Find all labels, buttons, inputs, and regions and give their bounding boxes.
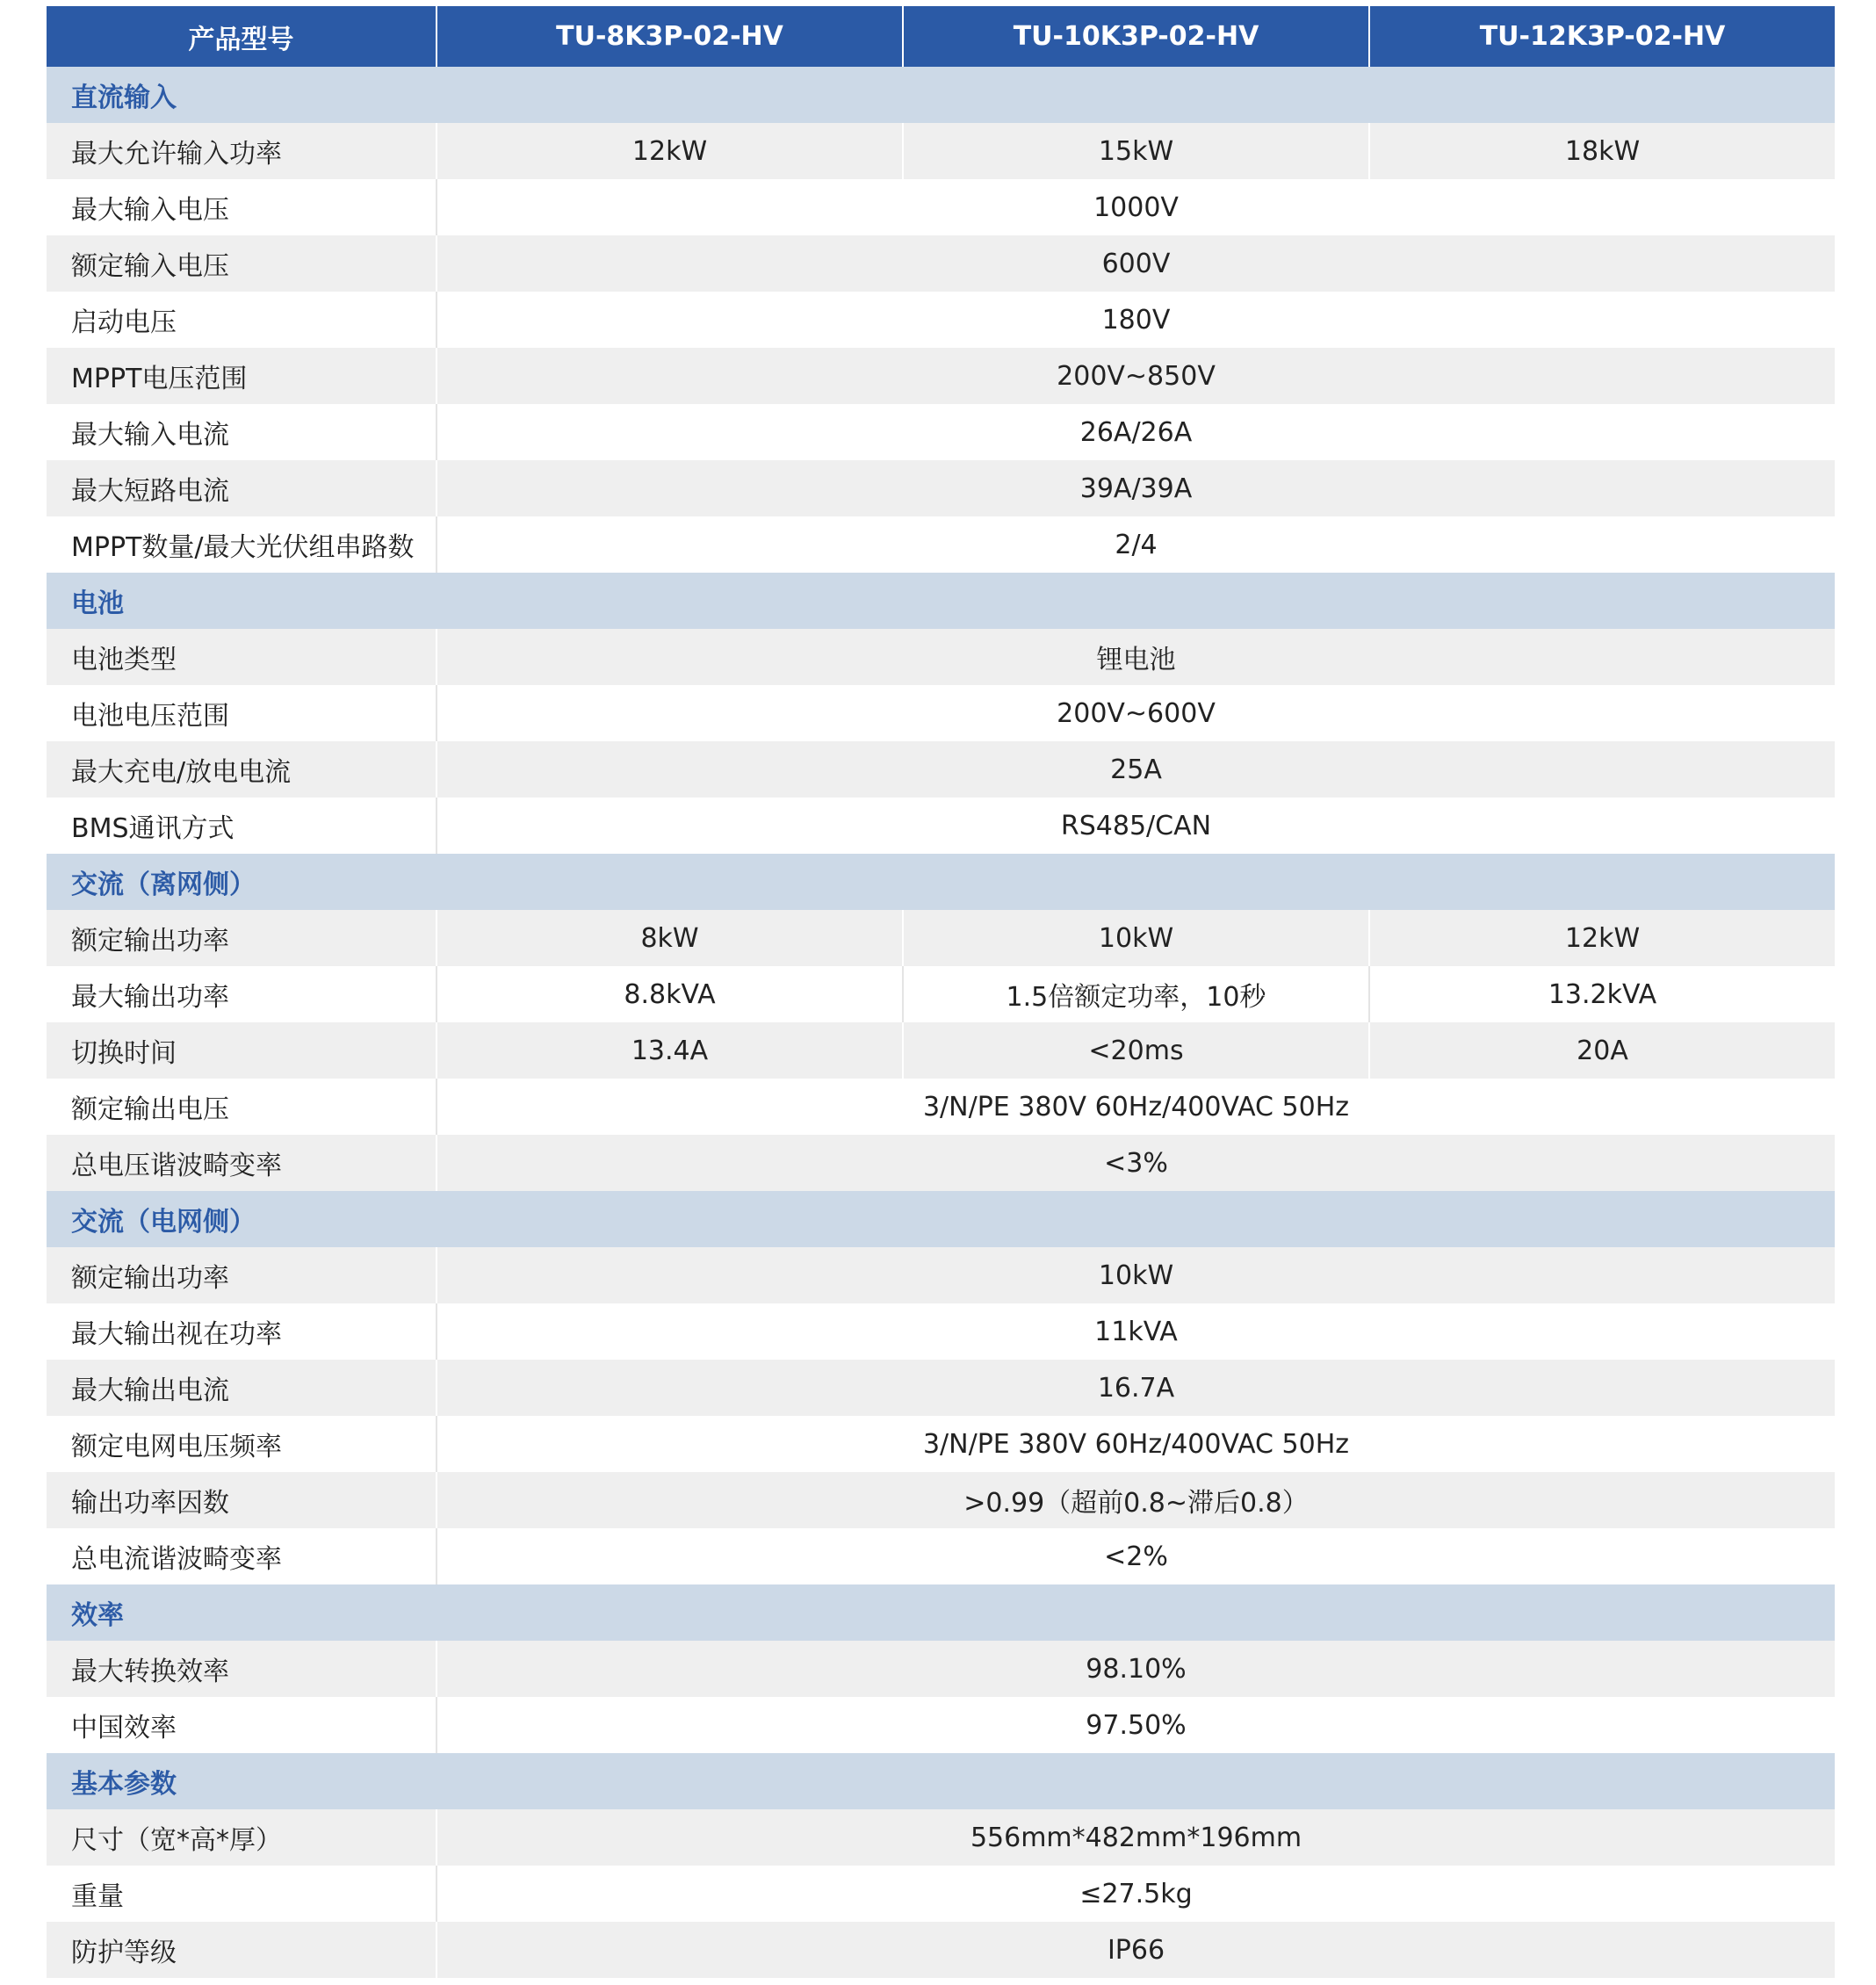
table-row (47, 1641, 1835, 1697)
row-value-model-2: 1.5倍额定功率，10秒 (902, 966, 1368, 1022)
row-label: 额定输出功率 (47, 1247, 436, 1303)
section-title: 交流（电网侧） (47, 1191, 1835, 1247)
section-header (47, 1191, 1835, 1247)
row-label: 最大充电/放电电流 (47, 741, 436, 798)
row-label: 最大允许输入功率 (47, 123, 436, 179)
row-label: 额定输出电压 (47, 1079, 436, 1135)
section-title: 基本参数 (47, 1753, 1835, 1809)
row-value-model-2: 10kW (902, 910, 1368, 966)
section-header (47, 573, 1835, 629)
section-header (47, 854, 1835, 910)
table-row (47, 460, 1835, 516)
row-value-shared: 11kVA (436, 1303, 1835, 1360)
row-label: 电池类型 (47, 629, 436, 685)
spec-table (47, 6, 1835, 1978)
row-value-shared: 26A/26A (436, 404, 1835, 460)
row-label: 重量 (47, 1866, 436, 1922)
header-model-3: TU-12K3P-02-HV (1368, 6, 1835, 67)
row-value-model-3: 18kW (1368, 123, 1835, 179)
row-label: 最大输出电流 (47, 1360, 436, 1416)
table-row (47, 1303, 1835, 1360)
table-row (47, 685, 1835, 741)
section-header (47, 1584, 1835, 1641)
row-value-shared: 556mm*482mm*196mm (436, 1809, 1835, 1866)
row-value-model-1: 8.8kVA (436, 966, 902, 1022)
row-value-shared: 10kW (436, 1247, 1835, 1303)
row-label: 最大输入电压 (47, 179, 436, 235)
table-header (47, 6, 1835, 67)
header-label: 产品型号 (47, 6, 436, 67)
row-value-shared: 3/N/PE 380V 60Hz/400VAC 50Hz (436, 1416, 1835, 1472)
table-row (47, 798, 1835, 854)
section-title: 电池 (47, 573, 1835, 629)
table-row (47, 292, 1835, 348)
section-header (47, 67, 1835, 123)
table-row (47, 235, 1835, 292)
table-row (47, 966, 1835, 1022)
table-row (47, 1922, 1835, 1978)
row-value-shared: 1000V (436, 179, 1835, 235)
table-body (47, 67, 1835, 1978)
header-model-2: TU-10K3P-02-HV (902, 6, 1368, 67)
table-row (47, 1416, 1835, 1472)
row-label: 最大输入电流 (47, 404, 436, 460)
row-label: BMS通讯方式 (47, 798, 436, 854)
row-label: 总电流谐波畸变率 (47, 1528, 436, 1584)
row-label: 额定输入电压 (47, 235, 436, 292)
row-value-shared: IP66 (436, 1922, 1835, 1978)
row-value-shared: 98.10% (436, 1641, 1835, 1697)
table-row (47, 1079, 1835, 1135)
table-row (47, 123, 1835, 179)
row-value-shared: 97.50% (436, 1697, 1835, 1753)
row-value-model-2: <20ms (902, 1022, 1368, 1079)
table-row (47, 629, 1835, 685)
row-value-shared: >0.99（超前0.8~滞后0.8） (436, 1472, 1835, 1528)
row-label: 中国效率 (47, 1697, 436, 1753)
row-label: 最大输出视在功率 (47, 1303, 436, 1360)
table-row (47, 1247, 1835, 1303)
row-label: 额定电网电压频率 (47, 1416, 436, 1472)
row-value-shared: ≤27.5kg (436, 1866, 1835, 1922)
row-value-model-1: 12kW (436, 123, 902, 179)
row-value-shared: 25A (436, 741, 1835, 798)
row-value-model-3: 20A (1368, 1022, 1835, 1079)
table-row (47, 1866, 1835, 1922)
table-row (47, 1360, 1835, 1416)
row-value-shared: 3/N/PE 380V 60Hz/400VAC 50Hz (436, 1079, 1835, 1135)
row-label: 防护等级 (47, 1922, 436, 1978)
row-label: 切换时间 (47, 1022, 436, 1079)
row-label: 额定输出功率 (47, 910, 436, 966)
row-value-shared: <3% (436, 1135, 1835, 1191)
row-value-shared: 600V (436, 235, 1835, 292)
section-title: 效率 (47, 1584, 1835, 1641)
table-row (47, 179, 1835, 235)
table-row (47, 741, 1835, 798)
section-header (47, 1753, 1835, 1809)
row-value-shared: 2/4 (436, 516, 1835, 573)
row-label: 总电压谐波畸变率 (47, 1135, 436, 1191)
table-row (47, 1809, 1835, 1866)
row-label: 最大转换效率 (47, 1641, 436, 1697)
table-row (47, 516, 1835, 573)
table-row (47, 910, 1835, 966)
row-value-shared: <2% (436, 1528, 1835, 1584)
row-value-shared: 200V~850V (436, 348, 1835, 404)
row-value-shared: 锂电池 (436, 629, 1835, 685)
row-value-shared: 180V (436, 292, 1835, 348)
row-label: 启动电压 (47, 292, 436, 348)
row-value-shared: RS485/CAN (436, 798, 1835, 854)
row-value-model-2: 15kW (902, 123, 1368, 179)
row-value-shared: 39A/39A (436, 460, 1835, 516)
row-label: 最大短路电流 (47, 460, 436, 516)
table-row (47, 1528, 1835, 1584)
section-title: 直流输入 (47, 67, 1835, 123)
table-row (47, 348, 1835, 404)
row-label: 输出功率因数 (47, 1472, 436, 1528)
row-value-shared: 16.7A (436, 1360, 1835, 1416)
row-label: 最大输出功率 (47, 966, 436, 1022)
row-value-model-3: 12kW (1368, 910, 1835, 966)
section-title: 交流（离网侧） (47, 854, 1835, 910)
header-model-1: TU-8K3P-02-HV (436, 6, 902, 67)
table-row (47, 1697, 1835, 1753)
row-value-model-1: 13.4A (436, 1022, 902, 1079)
table-row (47, 1022, 1835, 1079)
table-row (47, 1472, 1835, 1528)
row-label: MPPT数量/最大光伏组串路数 (47, 516, 436, 573)
row-value-shared: 200V~600V (436, 685, 1835, 741)
table-row (47, 1135, 1835, 1191)
row-value-model-3: 13.2kVA (1368, 966, 1835, 1022)
table-row (47, 404, 1835, 460)
row-value-model-1: 8kW (436, 910, 902, 966)
row-label: 电池电压范围 (47, 685, 436, 741)
row-label: MPPT电压范围 (47, 348, 436, 404)
row-label: 尺寸（宽*高*厚） (47, 1809, 436, 1866)
